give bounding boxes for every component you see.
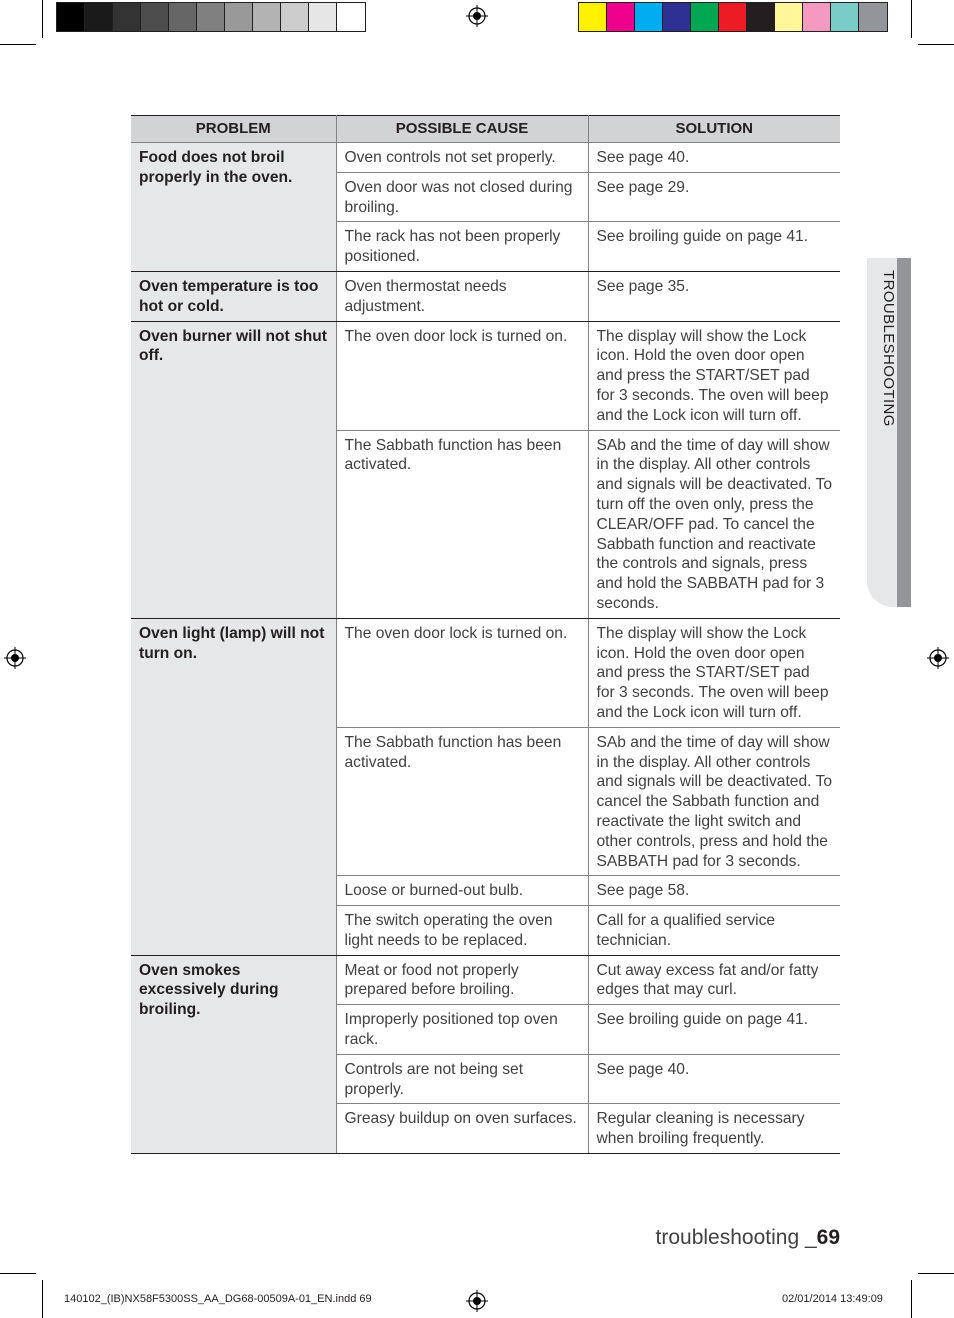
color-swatch (337, 3, 365, 31)
color-swatch (113, 3, 141, 31)
solution-cell: See page 29. (588, 172, 840, 222)
slug-file-name: 140102_(IB)NX58F5300SS_AA_DG68-00509A-01_EN.indd 69 (64, 1293, 372, 1305)
solution-cell: See broiling guide on page 41. (588, 222, 840, 272)
possible-cause-cell: Loose or burned-out bulb. (336, 876, 588, 906)
table-row (131, 955, 840, 1005)
footer-section-name: troubleshooting _ (655, 1226, 817, 1249)
crop-mark (918, 44, 954, 45)
possible-cause-cell: The Sabbath function has been activated. (336, 727, 588, 876)
possible-cause-cell: The rack has not been properly positioned. (336, 222, 588, 272)
registration-mark-icon (927, 647, 949, 669)
slug-date-time: 02/01/2014 13:49:09 (782, 1293, 883, 1305)
solution-cell: See page 40. (588, 143, 840, 173)
page-number: 69 (816, 1226, 840, 1249)
crop-mark (918, 1273, 954, 1274)
color-swatch (169, 3, 197, 31)
solution-cell: See broiling guide on page 41. (588, 1005, 840, 1055)
color-swatch (253, 3, 281, 31)
solution-cell: Call for a qualified service technician. (588, 906, 840, 956)
page-footer (656, 1226, 840, 1250)
possible-cause-cell: Greasy buildup on oven surfaces. (336, 1104, 588, 1154)
color-swatch (747, 3, 775, 31)
solution-cell: SAb and the time of day will show in the display. All other controls and signals will be deactivated. To cancel the Sabbath function and reactivate the light switch and other controls, press and hold the SABBATH pad for 3 seconds. (588, 727, 840, 876)
solution-cell: See page 40. (588, 1054, 840, 1104)
color-swatch (85, 3, 113, 31)
color-swatch (197, 3, 225, 31)
problem-cell: Oven light (lamp) will not turn on. (131, 618, 336, 955)
side-tab-stripe (897, 258, 911, 607)
registration-mark-icon (466, 1290, 488, 1312)
solution-cell: Cut away excess fat and/or fatty edges that may curl. (588, 955, 840, 1005)
possible-cause-cell: The Sabbath function has been activated. (336, 430, 588, 618)
color-swatch (579, 3, 607, 31)
registration-mark-icon (4, 647, 26, 669)
section-side-tab (867, 258, 911, 607)
color-swatch (691, 3, 719, 31)
solution-cell: See page 58. (588, 876, 840, 906)
color-swatch (635, 3, 663, 31)
possible-cause-cell: The switch operating the oven light needs to be replaced. (336, 906, 588, 956)
color-swatch (663, 3, 691, 31)
color-swatch (831, 3, 859, 31)
color-swatch (141, 3, 169, 31)
crop-mark (911, 1280, 912, 1318)
table-row (131, 618, 840, 727)
problem-cell: Food does not broil properly in the oven. (131, 143, 336, 272)
solution-cell: SAb and the time of day will show in the display. All other controls and signals will be deactivated. To turn off the oven only, press the CLEAR/OFF pad. To cancel the Sabbath function and reactivate the controls and signals, press and hold the SABBATH pad for 3 seconds. (588, 430, 840, 618)
color-swatch (803, 3, 831, 31)
color-swatch (775, 3, 803, 31)
possible-cause-cell: Oven thermostat needs adjustment. (336, 271, 588, 321)
color-swatch (607, 3, 635, 31)
crop-mark (42, 1280, 43, 1318)
possible-cause-cell: Controls are not being set properly. (336, 1054, 588, 1104)
color-swatch (309, 3, 337, 31)
possible-cause-cell: The oven door lock is turned on. (336, 321, 588, 430)
color-swatch (225, 3, 253, 31)
solution-cell: The display will show the Lock icon. Hold the oven door open and press the START/SET pad for 3 seconds. The oven will beep and the Lock icon will turn off. (588, 618, 840, 727)
table-row (131, 143, 840, 173)
solution-cell: Regular cleaning is necessary when broiling frequently. (588, 1104, 840, 1154)
crop-mark (42, 0, 43, 38)
troubleshooting-table (131, 115, 840, 1154)
column-header-possible-cause: POSSIBLE CAUSE (336, 116, 588, 143)
problem-cell: Oven temperature is too hot or cold. (131, 271, 336, 321)
crop-mark (911, 0, 912, 38)
table-body (131, 143, 840, 1154)
side-tab-label: TROUBLESHOOTING (880, 270, 897, 427)
table-row (131, 271, 840, 321)
table-row (131, 321, 840, 430)
color-swatch (859, 3, 887, 31)
solution-cell: The display will show the Lock icon. Hold the oven door open and press the START/SET pad for 3 seconds. The oven will beep and the Lock icon will turn off. (588, 321, 840, 430)
grayscale-swatch-bar (56, 2, 366, 32)
color-swatch (719, 3, 747, 31)
color-swatch (57, 3, 85, 31)
registration-mark-icon (466, 5, 488, 27)
possible-cause-cell: Improperly positioned top oven rack. (336, 1005, 588, 1055)
column-header-solution: SOLUTION (588, 116, 840, 143)
possible-cause-cell: Oven controls not set properly. (336, 143, 588, 173)
possible-cause-cell: The oven door lock is turned on. (336, 618, 588, 727)
color-swatch-bar (578, 2, 888, 32)
color-swatch (281, 3, 309, 31)
table-header-row (131, 116, 840, 143)
problem-cell: Oven smokes excessively during broiling. (131, 955, 336, 1153)
crop-mark (0, 1273, 36, 1274)
column-header-problem: PROBLEM (131, 116, 336, 143)
possible-cause-cell: Oven door was not closed during broiling. (336, 172, 588, 222)
crop-mark (0, 44, 36, 45)
problem-cell: Oven burner will not shut off. (131, 321, 336, 618)
solution-cell: See page 35. (588, 271, 840, 321)
possible-cause-cell: Meat or food not properly prepared before broiling. (336, 955, 588, 1005)
